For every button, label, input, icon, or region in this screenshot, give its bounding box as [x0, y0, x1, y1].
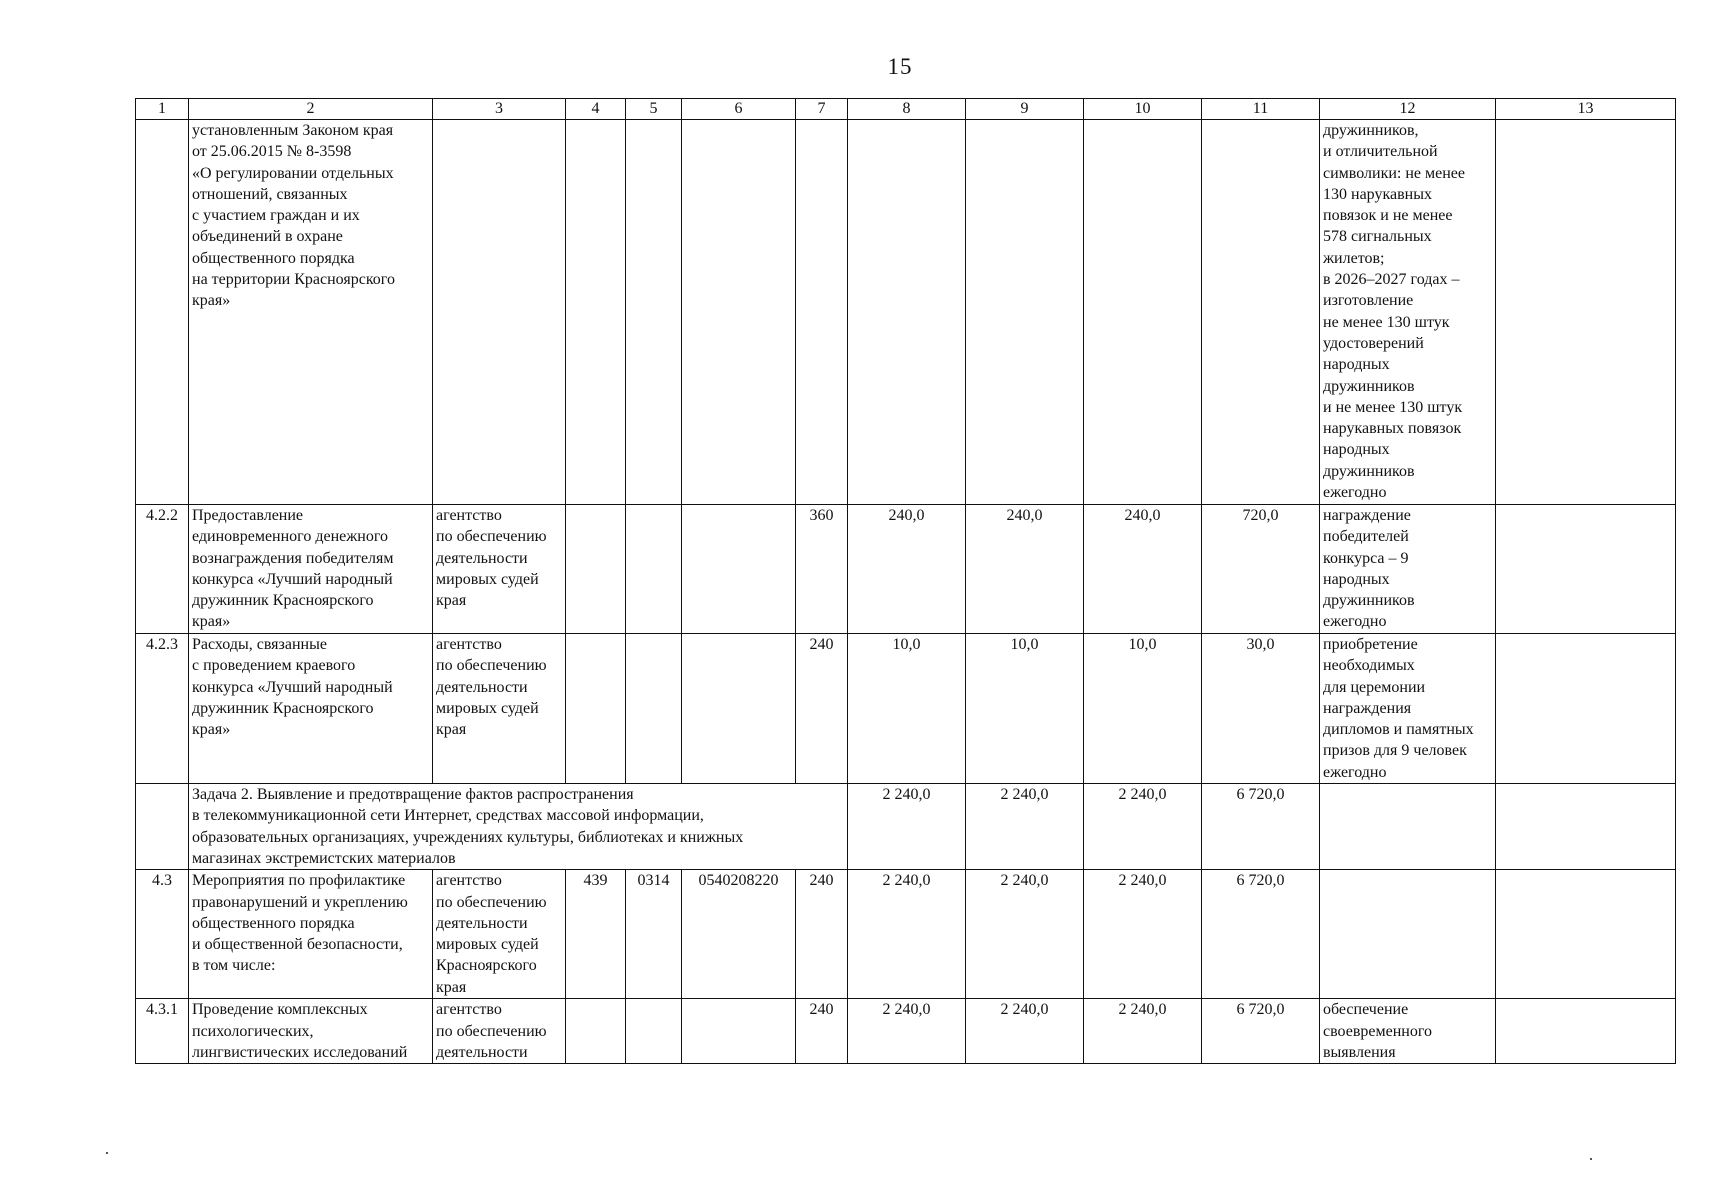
cell-note: [1496, 120, 1676, 505]
cell-vr: 240: [796, 999, 848, 1064]
row-id: 4.3: [136, 870, 189, 999]
cell-grbs: [566, 120, 626, 505]
expected-result: [1320, 870, 1496, 999]
cell-year3: [1084, 120, 1202, 505]
cell-rzpr: 0314: [626, 870, 682, 999]
cell-total: 6 720,0: [1202, 870, 1320, 999]
cell-csr: [682, 120, 796, 505]
scan-speck: [1590, 1158, 1592, 1160]
row-id: 4.2.2: [136, 505, 189, 634]
row-id: 4.2.3: [136, 634, 189, 784]
col-header-4: 4: [566, 99, 626, 120]
data-table: [135, 98, 1676, 1064]
col-header-9: 9: [966, 99, 1084, 120]
col-header-13: 13: [1496, 99, 1676, 120]
task-year3: 2 240,0: [1084, 784, 1202, 870]
cell-total: 30,0: [1202, 634, 1320, 784]
cell-vr: 240: [796, 870, 848, 999]
task-title: Задача 2. Выявление и предотвращение фактов распространения в телекоммуникационной сети Интернет, средствах массовой информации, образовательных организациях, учреждениях культуры, библиотеках и книжных магазинах экстремистских материалов: [189, 784, 848, 870]
cell-rzpr: [626, 634, 682, 784]
executor: агентство по обеспечению деятельности: [433, 999, 566, 1064]
cell-csr: [682, 999, 796, 1064]
col-header-3: 3: [433, 99, 566, 120]
col-header-7: 7: [796, 99, 848, 120]
task-year1: 2 240,0: [848, 784, 966, 870]
cell-grbs: [566, 999, 626, 1064]
cell-total: 6 720,0: [1202, 999, 1320, 1064]
executor: агентство по обеспечению деятельности мировых судей края: [433, 505, 566, 634]
cell-note: [1496, 634, 1676, 784]
executor: [433, 120, 566, 505]
expected-result: дружинников, и отличительной символики: не менее 130 нарукавных повязок и не менее 578 сигнальных жилетов; в 2026–2027 годах – изготовление не менее 130 штук удостоверений народных дружинников и не менее 130 штук нарукавных повязок народных дружинников ежегодно: [1320, 120, 1496, 505]
cell-year3: 10,0: [1084, 634, 1202, 784]
cell-year1: 2 240,0: [848, 999, 966, 1064]
task-result: [1320, 784, 1496, 870]
cell-year2: 2 240,0: [966, 870, 1084, 999]
col-header-12: 12: [1320, 99, 1496, 120]
row-id: 4.3.1: [136, 999, 189, 1064]
cell-rzpr: [626, 120, 682, 505]
cell-year2: 10,0: [966, 634, 1084, 784]
cell-year1: [848, 120, 966, 505]
col-header-11: 11: [1202, 99, 1320, 120]
col-header-5: 5: [626, 99, 682, 120]
cell-rzpr: [626, 505, 682, 634]
cell-grbs: [566, 634, 626, 784]
col-header-8: 8: [848, 99, 966, 120]
cell-note: [1496, 999, 1676, 1064]
cell-year2: [966, 120, 1084, 505]
cell-year1: 10,0: [848, 634, 966, 784]
cell-grbs: [566, 505, 626, 634]
cell-vr: [796, 120, 848, 505]
col-header-10: 10: [1084, 99, 1202, 120]
cell-total: [1202, 120, 1320, 505]
cell-csr: 0540208220: [682, 870, 796, 999]
measure-name: установленным Законом края от 25.06.2015 № 8-3598 «О регулировании отдельных отношений, связанных с участием граждан и их объединений в охране общественного порядка на территории Красноярского края»: [189, 120, 433, 505]
cell-csr: [682, 505, 796, 634]
cell-year1: 240,0: [848, 505, 966, 634]
cell-csr: [682, 634, 796, 784]
cell-year2: 240,0: [966, 505, 1084, 634]
cell-year3: 2 240,0: [1084, 870, 1202, 999]
cell-rzpr: [626, 999, 682, 1064]
cell-vr: 240: [796, 634, 848, 784]
cell-year3: 2 240,0: [1084, 999, 1202, 1064]
expected-result: обеспечение своевременного выявления: [1320, 999, 1496, 1064]
table-row: [136, 634, 1676, 784]
scan-speck: [106, 1152, 108, 1154]
cell-note: [1496, 870, 1676, 999]
cell-note: [1496, 505, 1676, 634]
expected-result: приобретение необходимых для церемонии награждения дипломов и памятных призов для 9 человек ежегодно: [1320, 634, 1496, 784]
expected-result: награждение победителей конкурса – 9 народных дружинников ежегодно: [1320, 505, 1496, 634]
col-header-2: 2: [189, 99, 433, 120]
table-row: [136, 120, 1676, 505]
measure-name: Расходы, связанные с проведением краевого конкурса «Лучший народный дружинник Красноярского края»: [189, 634, 433, 784]
task-id-cell: [136, 784, 189, 870]
task-note: [1496, 784, 1676, 870]
task-total: 6 720,0: [1202, 784, 1320, 870]
cell-year1: 2 240,0: [848, 870, 966, 999]
col-header-6: 6: [682, 99, 796, 120]
col-header-1: 1: [136, 99, 189, 120]
task-row: [136, 784, 1676, 870]
measure-name: Проведение комплексных психологических, лингвистических исследований: [189, 999, 433, 1064]
header-row: [136, 99, 1676, 120]
page-number: 15: [887, 54, 913, 79]
executor: агентство по обеспечению деятельности мировых судей края: [433, 634, 566, 784]
table-row: [136, 999, 1676, 1064]
executor: агентство по обеспечению деятельности мировых судей Красноярского края: [433, 870, 566, 999]
measure-name: Мероприятия по профилактике правонарушений и укреплению общественного порядка и общественной безопасности, в том числе:: [189, 870, 433, 999]
measure-name: Предоставление единовременного денежного вознаграждения победителям конкурса «Лучший народный дружинник Красноярского края»: [189, 505, 433, 634]
table-row: [136, 505, 1676, 634]
table-row: [136, 870, 1676, 999]
cell-total: 720,0: [1202, 505, 1320, 634]
cell-grbs: 439: [566, 870, 626, 999]
cell-vr: 360: [796, 505, 848, 634]
task-year2: 2 240,0: [966, 784, 1084, 870]
cell-year3: 240,0: [1084, 505, 1202, 634]
row-id: [136, 120, 189, 505]
cell-year2: 2 240,0: [966, 999, 1084, 1064]
